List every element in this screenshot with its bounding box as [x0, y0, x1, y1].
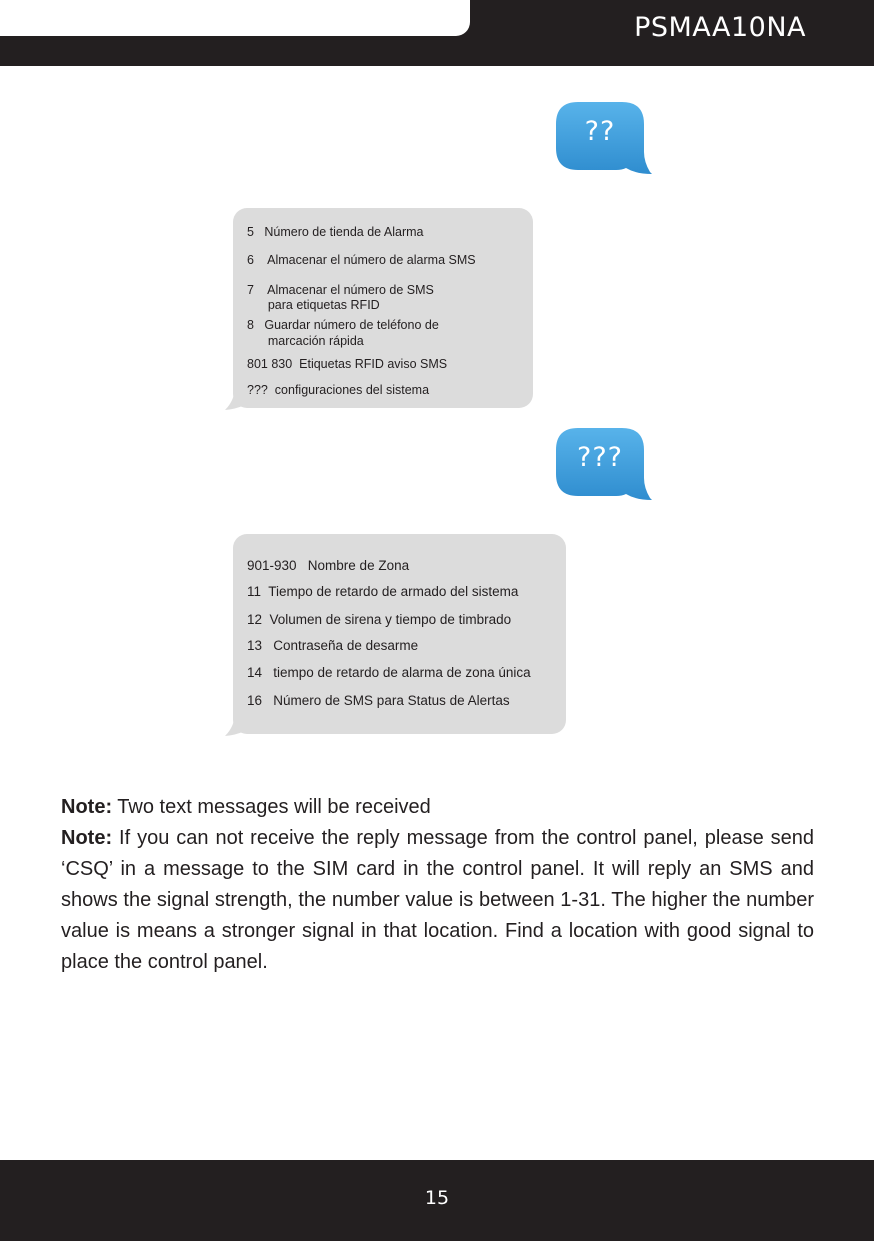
message-line: 5 Número de tienda de Alarma [247, 225, 424, 239]
note-paragraph [61, 792, 814, 823]
footer-bar [0, 1160, 874, 1241]
received-message-bubble [233, 208, 533, 408]
note-text: Two text messages will be received [112, 796, 431, 818]
message-line: marcación rápida [247, 334, 364, 348]
message-line: 14 tiempo de retardo de alarma de zona única [247, 665, 531, 680]
page-number: 15 [424, 1187, 450, 1209]
message-line: 6 Almacenar el número de alarma SMS [247, 253, 476, 267]
note-label: Note: [61, 827, 113, 849]
message-line: 901-930 Nombre de Zona [247, 558, 410, 573]
received-message-box [233, 534, 566, 734]
received-message-bubble [233, 534, 566, 734]
message-line: 801 830 Etiquetas RFID aviso SMS [247, 357, 448, 371]
sent-message-text: ??? [577, 442, 623, 473]
message-line: 16 Número de SMS para Status de Alertas [247, 693, 510, 708]
header-tab [0, 0, 470, 36]
message-line: 13 Contraseña de desarme [247, 638, 419, 653]
message-line: 8 Guardar número de teléfono de [247, 318, 439, 332]
notes-section [61, 792, 814, 978]
sent-message-bubble [556, 428, 656, 508]
message-line: para etiquetas RFID [247, 298, 380, 312]
message-line: ??? configuraciones del sistema [247, 383, 430, 397]
message-line: 12 Volumen de sirena y tiempo de timbrado [247, 612, 512, 627]
note-label: Note: [61, 796, 113, 818]
document-title: PSMAA10NA [634, 12, 806, 43]
note-paragraph [61, 823, 814, 978]
message-line: 7 Almacenar el número de SMS [247, 283, 434, 297]
message-line: 11 Tiempo de retardo de armado del sistema [247, 584, 519, 599]
received-message-box [233, 208, 533, 408]
note-text: If you can not receive the reply message from the control panel, please send ‘CSQ’ in a message to the SIM card in the control panel. It will reply an SMS and shows the signal strength, the number value is between 1-31. The higher the number value is means a stronger signal in that location. Find a location with good signal to place the control panel. [61, 827, 814, 973]
sent-message-text: ?? [584, 116, 616, 147]
sent-message-bubble [556, 102, 656, 182]
